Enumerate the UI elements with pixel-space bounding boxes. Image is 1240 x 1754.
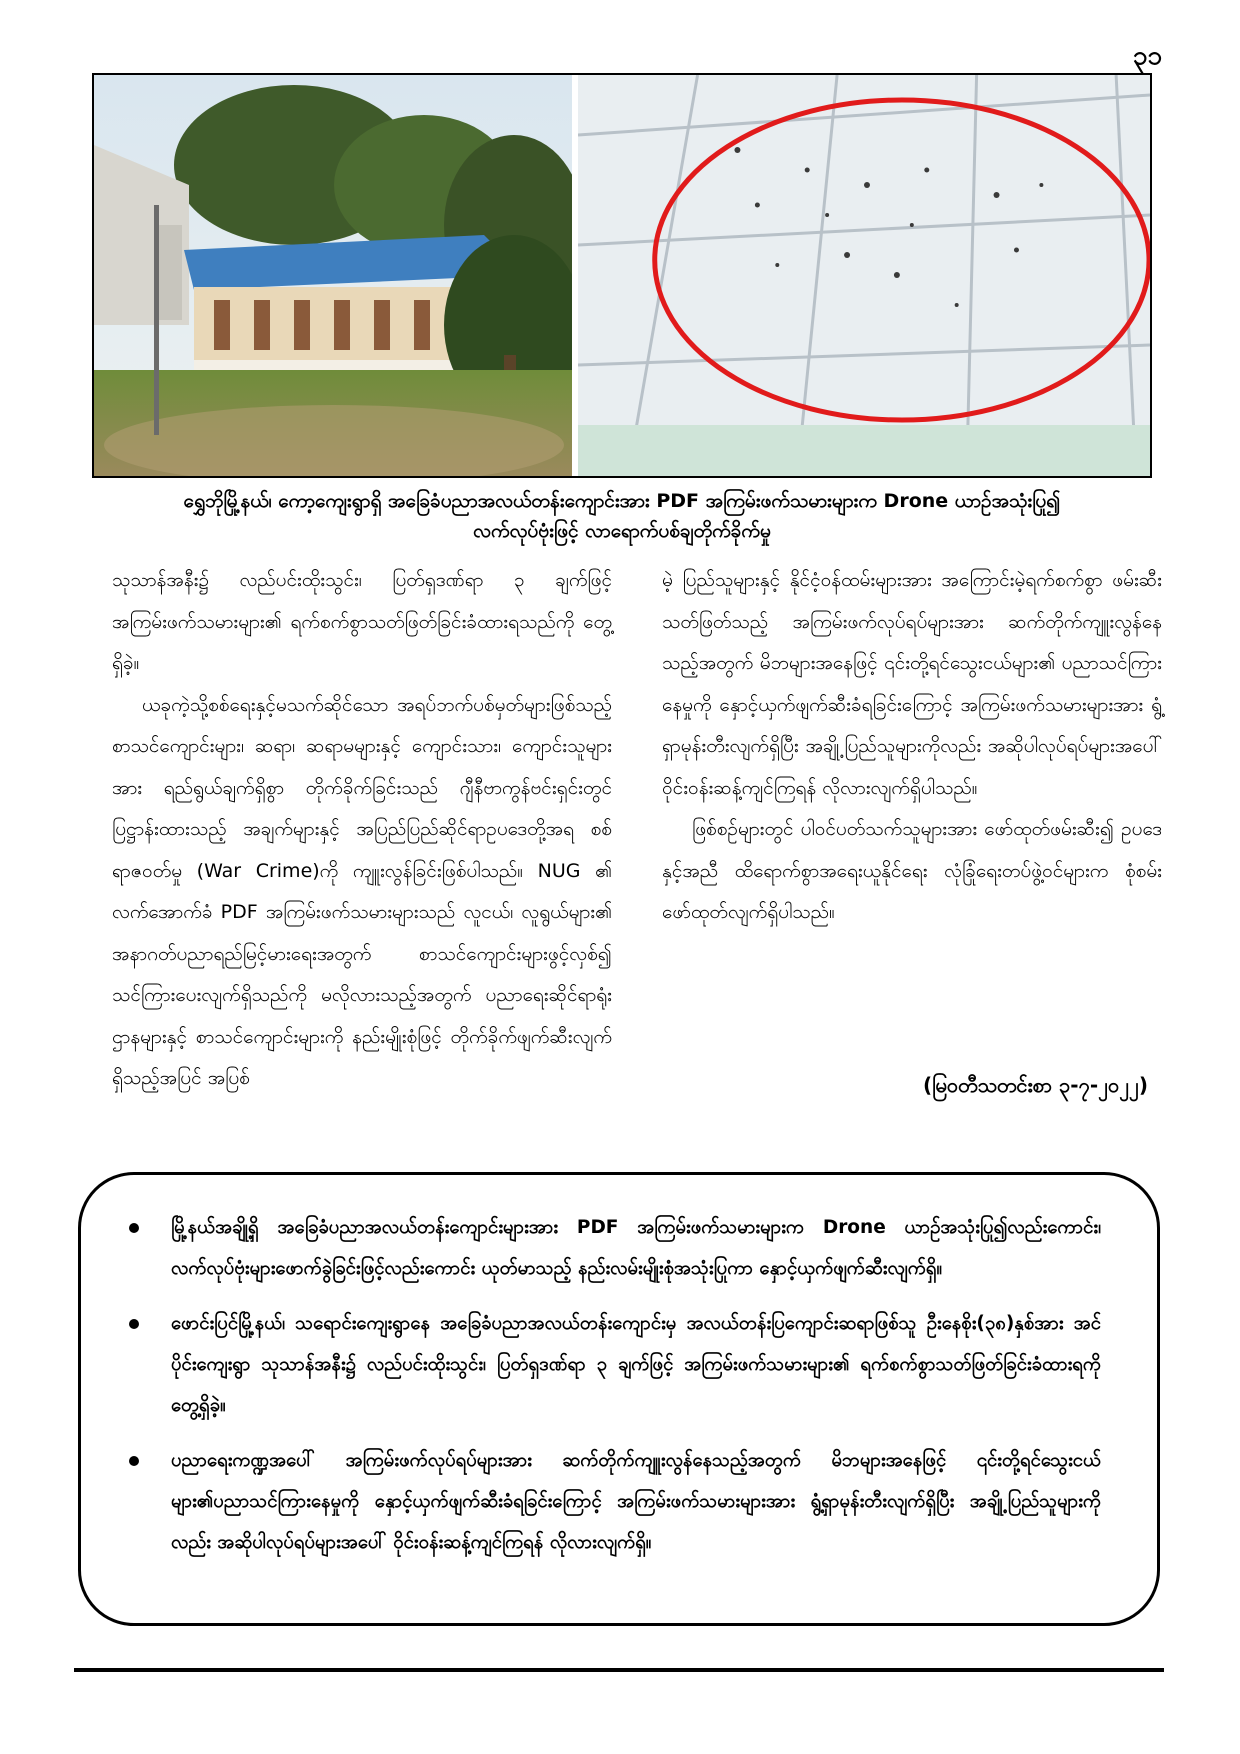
summary-list (127, 1207, 1101, 1563)
bullet-icon (129, 1319, 139, 1329)
article-column-left (112, 560, 612, 1100)
bullet-icon (129, 1456, 139, 1466)
summary-item-text: ပညာရေးကဏ္ဍအပေါ် အကြမ်းဖက်လုပ်ရပ်များအား ဆက်တိုက်ကျူးလွန်နေသည့်အတွက် မိဘများအနေဖြင့် ၎င်းတို့ရင်သွေးငယ်များ၏ပညာသင်ကြားနေမှုကို နှောင့်ယှက်ဖျက်ဆီးခံရခြင်းကြောင့် အကြမ်းဖက်သမားများအား ရွံ့ရှာမုန်းတီးလျက်ရှိပြီး အချို့ပြည်သူများကိုလည်း အဆိုပါလုပ်ရပ်များအပေါ် ဝိုင်းဝန်းဆန့်ကျင်ကြရန် လိုလားလျက်ရှိ။ (171, 1450, 1101, 1553)
article-paragraph: ယခုကဲ့သို့စစ်ရေးနှင့်မသက်ဆိုင်သော အရပ်ဘက်ပစ်မှတ်များဖြစ်သည့် စာသင်ကျောင်းများ၊ ဆရာ၊ ဆရာမများနှင့် ကျောင်းသား၊ ကျောင်းသူများအား ရည်ရွယ်ချက်ရှိစွာ တိုက်ခိုက်ခြင်းသည် ဂျီနီဗာကွန်ဗင်းရှင်းတွင် ပြဋ္ဌာန်းထားသည့် အချက်များနှင့် အပြည်ပြည်ဆိုင်ရာဥပဒေတို့အရ စစ်ရာဇဝတ်မှု (War Crime)ကို ကျူးလွန်ခြင်းဖြစ်ပါသည်။ NUG ၏ လက်အောက်ခံ PDF အကြမ်းဖက်သမားများသည် လူငယ်၊ လူရွယ်များ၏ အနာဂတ်ပညာရည်မြင့်မားရေးအတွက် စာသင်ကျောင်းများဖွင့်လှစ်၍ သင်ကြားပေးလျက်ရှိသည်ကို မလိုလားသည့်အတွက် ပညာရေးဆိုင်ရာရုံးဌာနများနှင့် စာသင်ကျောင်းများကို နည်းမျိုးစုံဖြင့် တိုက်ခိုက်ဖျက်ဆီးလျက်ရှိသည့်အပြင် အပြစ် (112, 693, 612, 1089)
summary-item (127, 1207, 1101, 1289)
caption-line-1: ရွှေဘိုမြို့နယ်၊ ကော့ကျေးရွာရှိ အခြေခံပညာအလယ်တန်းကျောင်းအား PDF အကြမ်းဖက်သမားများက Drone ယာဉ်အသုံးပြု၍ (183, 490, 1061, 512)
bullet-icon (129, 1223, 139, 1233)
summary-item (127, 1440, 1101, 1563)
photo-caption (92, 486, 1152, 546)
summary-item-text: မြို့နယ်အချို့ရှိ အခြေခံပညာအလယ်တန်းကျောင်းများအား PDF အကြမ်းဖက်သမားများက Drone ယာဉ်အသုံးပြု၍လည်းကောင်း၊ လက်လုပ်ဗုံးများဖောက်ခွဲခြင်းဖြင့်လည်းကောင်း ယုတ်မာသည့် နည်းလမ်းမျိုးစုံအသုံးပြုကာ နှောင့်ယှက်ဖျက်ဆီးလျက်ရှိ။ (171, 1217, 1101, 1279)
summary-item (127, 1303, 1101, 1426)
article-paragraph: သုသာန်အနီး၌ လည်ပင်းထိုးသွင်း၊ ပြတ်ရှဒဏ်ရာ ၃ ချက်ဖြင့် အကြမ်းဖက်သမားများ၏ ရက်စက်စွာသတ်ဖြတ်ခြင်းခံထားရသည်ကို တွေ့ရှိခဲ့။ (112, 569, 612, 674)
damaged-ceiling-photo (572, 75, 1150, 476)
school-building-photo (94, 75, 572, 476)
caption-line-2: လက်လုပ်ဗုံးဖြင့် လာရောက်ပစ်ချတိုက်ခိုက်မှု (473, 520, 771, 542)
article-paragraph: ဖြစ်စဉ်များတွင် ပါဝင်ပတ်သက်သူများအား ဖော်ထုတ်ဖမ်းဆီး၍ ဥပဒေနှင့်အညီ ထိရောက်စွာအရေးယူနိုင်ရေး လုံခြုံရေးတပ်ဖွဲ့ဝင်များက စုံစမ်းဖော်ထုတ်လျက်ရှိပါသည်။ (662, 818, 1162, 923)
summary-box (78, 1172, 1160, 1626)
page-number: ၃၁ (1132, 41, 1162, 71)
source-citation: (မြဝတီသတင်းစာ ၃-၇-၂၀၂၂) (922, 1073, 1148, 1097)
footer-rule (74, 1668, 1164, 1672)
summary-item-text: ဖောင်းပြင်မြို့နယ်၊ သရောင်းကျေးရွာနေ အခြေခံပညာအလယ်တန်းကျောင်းမှ အလယ်တန်းပြကျောင်းဆရာဖြစ်သူ ဦးနေစိုး(၃၈)နှစ်အား အင်ပိုင်းကျေးရွာ သုသာန်အနီး၌ လည်ပင်းထိုးသွင်း၊ ပြတ်ရှဒဏ်ရာ ၃ ချက်ဖြင့် အကြမ်းဖက်သမားများ၏ ရက်စက်စွာသတ်ဖြတ်ခြင်းခံထားရကို တွေ့ရှိခဲ့။ (171, 1313, 1101, 1416)
photo-panel (92, 73, 1152, 478)
article-paragraph: မဲ့ ပြည်သူများနှင့် နိုင်ငံ့ဝန်ထမ်းများအား အကြောင်းမဲ့ရက်စက်စွာ ဖမ်းဆီးသတ်ဖြတ်သည့် အကြမ်းဖက်လုပ်ရပ်များအား ဆက်တိုက်ကျူးလွန်နေသည့်အတွက် မိဘများအနေဖြင့် ၎င်းတို့ရင်သွေးငယ်များ၏ ပညာသင်ကြားနေမှုကို နှောင့်ယှက်ဖျက်ဆီးခံရခြင်းကြောင့် အကြမ်းဖက်သမားများအား ရွံ့ရှာမုန်းတီးလျက်ရှိပြီး အချို့ပြည်သူများကိုလည်း အဆိုပါလုပ်ရပ်များအပေါ် ဝိုင်းဝန်းဆန့်ကျင်ကြရန် လိုလားလျက်ရှိပါသည်။ (662, 569, 1162, 799)
article-column-right (662, 560, 1162, 934)
